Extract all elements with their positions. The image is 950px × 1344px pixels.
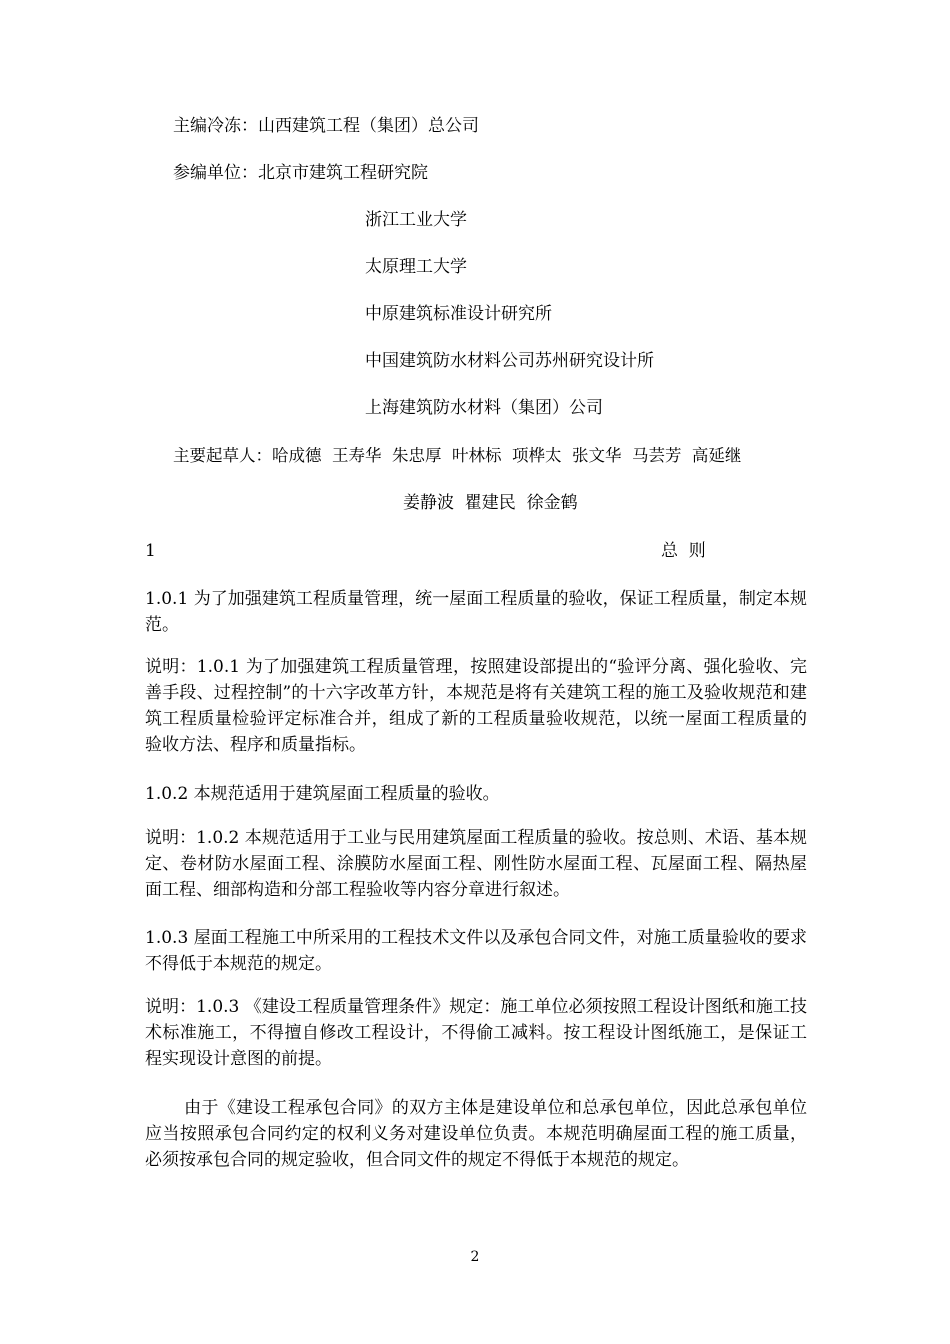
co-editor-unit: 中国建筑防水材料公司苏州研究设计所 — [365, 351, 654, 371]
co-editor-unit: 中原建筑标准设计研究所 — [365, 304, 552, 324]
co-editor-unit: 上海建筑防水材料（集团）公司 — [365, 398, 603, 418]
drafters-line-continued: 姜静波 瞿建民 徐金鹤 — [403, 493, 578, 513]
co-editor-unit: 太原理工大学 — [365, 257, 467, 277]
co-editor-unit: 浙江工业大学 — [365, 210, 467, 230]
chief-editor-line: 主编冷冻：山西建筑工程（集团）总公司 — [173, 116, 479, 136]
clause-1-0-3: 1.0.3 屋面工程施工中所采用的工程技术文件以及承包合同文件，对施工质量验收的要求不得低于本规范的规定。 — [145, 928, 807, 974]
clause-1-0-2: 1.0.2 本规范适用于建筑屋面工程质量的验收。 — [145, 784, 500, 804]
drafters-line: 主要起草人：哈成德 王寿华 朱忠厚 叶林标 项桦太 张文华 马芸芳 高延继 — [173, 446, 742, 465]
page-number: 2 — [470, 1249, 480, 1265]
explanation-1-0-3: 说明：1.0.3 《建设工程质量管理条件》规定：施工单位必须按照工程设计图纸和施工技术标准施工，不得擅自修改工程设计，不得偷工减料。按工程设计图纸施工，是保证工程实现设计意图的前提。 — [145, 997, 807, 1069]
explanation-1-0-1: 说明：1.0.1 为了加强建筑工程质量管理，按照建设部提出的“验评分离、强化验收、完善手段、过程控制”的十六字改革方针，本规范是将有关建筑工程的施工及验收规范和建筑工程质量检验评定标准合并，组成了新的工程质量验收规范，以统一屋面工程质量的验收方法、程序和质量指标。 — [145, 657, 807, 755]
chapter-title: 总 则 — [661, 541, 706, 561]
co-editor-line: 参编单位：北京市建筑工程研究院 — [173, 163, 428, 183]
explanation-1-0-2: 说明：1.0.2 本规范适用于工业与民用建筑屋面工程质量的验收。按总则、术语、基本规定、卷材防水屋面工程、涂膜防水屋面工程、刚性防水屋面工程、瓦屋面工程、隔热屋面工程、细部构造和分部工程验收等内容分章进行叙述。 — [145, 828, 807, 900]
clause-1-0-1: 1.0.1 为了加强建筑工程质量管理，统一屋面工程质量的验收，保证工程质量，制定本规范。 — [145, 589, 807, 635]
chapter-number: 1 — [145, 541, 156, 561]
explanation-paragraph: 由于《建设工程承包合同》的双方主体是建设单位和总承包单位，因此总承包单位应当按照承包合同约定的权利义务对建设单位负责。本规范明确屋面工程的施工质量，必须按承包合同的规定验收，但合同文件的规定不得低于本规范的规定。 — [145, 1098, 807, 1170]
